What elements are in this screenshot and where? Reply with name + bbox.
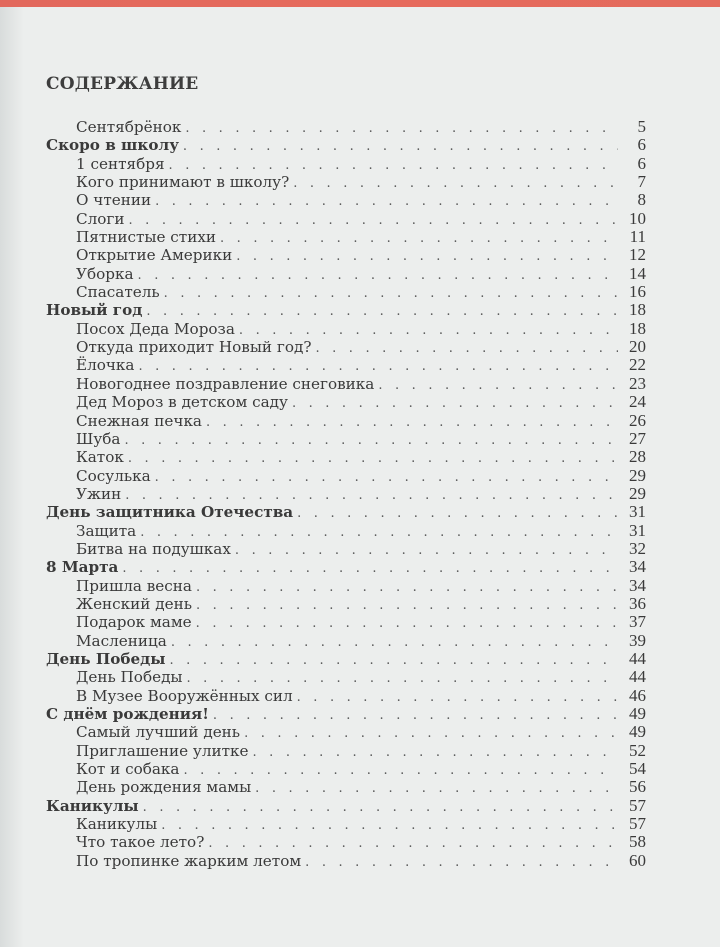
toc-label: Кого принимают в школу? bbox=[76, 173, 290, 192]
toc-entry[interactable] bbox=[46, 742, 646, 760]
toc-page-number: 34 bbox=[629, 557, 646, 577]
toc-page-number: 44 bbox=[629, 648, 646, 668]
toc-page-number: 22 bbox=[629, 355, 646, 375]
toc-label: 1 сентября bbox=[76, 154, 165, 173]
dot-leader bbox=[315, 340, 618, 358]
toc-entry[interactable] bbox=[46, 320, 646, 338]
toc-label: Каток bbox=[76, 448, 124, 467]
toc-label: Слоги bbox=[76, 209, 125, 228]
toc-page-number: 23 bbox=[629, 373, 646, 393]
toc-label: Уборка bbox=[76, 264, 134, 283]
toc-page-number: 31 bbox=[629, 502, 646, 522]
toc-label: Ужин bbox=[76, 484, 122, 503]
dot-leader bbox=[196, 579, 618, 597]
toc-entry[interactable] bbox=[46, 265, 646, 283]
toc-label: В Музее Вооружённых сил bbox=[76, 686, 293, 705]
toc-entry[interactable] bbox=[46, 393, 646, 411]
toc-page-number: 8 bbox=[637, 190, 646, 210]
toc-page-number: 60 bbox=[629, 850, 646, 870]
dot-leader bbox=[155, 193, 618, 211]
toc-section[interactable] bbox=[46, 503, 646, 521]
toc-page-number: 7 bbox=[637, 172, 646, 192]
toc-entry[interactable] bbox=[46, 613, 646, 631]
toc-label: Женский день bbox=[76, 594, 192, 613]
toc-label: О чтении bbox=[76, 191, 152, 210]
toc-entry[interactable] bbox=[46, 173, 646, 191]
toc-section[interactable] bbox=[46, 650, 646, 668]
dot-leader bbox=[138, 267, 618, 285]
toc-entry[interactable] bbox=[46, 760, 646, 778]
toc-page-number: 39 bbox=[629, 630, 646, 650]
toc-label: День Победы bbox=[76, 668, 183, 687]
toc-label: Кот и собака bbox=[76, 760, 180, 779]
toc-entry[interactable] bbox=[46, 210, 646, 228]
toc-label: Подарок маме bbox=[76, 613, 192, 632]
toc-label: Спасатель bbox=[76, 283, 160, 302]
toc-label: Пятнистые стихи bbox=[76, 228, 217, 247]
toc-label: Сосулька bbox=[76, 466, 151, 485]
toc-page-number: 32 bbox=[629, 538, 646, 558]
toc-page-number: 49 bbox=[629, 704, 646, 723]
toc-label: Битва на подушках bbox=[76, 539, 231, 558]
toc-page-number: 26 bbox=[629, 410, 646, 430]
toc-page-number: 49 bbox=[629, 722, 646, 742]
toc-page-number: 29 bbox=[629, 483, 646, 503]
dot-leader bbox=[124, 432, 618, 450]
dot-leader bbox=[305, 854, 618, 872]
toc-label: День Победы bbox=[46, 649, 166, 668]
toc-page-number: 10 bbox=[629, 208, 646, 228]
dot-leader bbox=[297, 505, 618, 523]
toc-entry[interactable] bbox=[46, 522, 646, 540]
dot-leader bbox=[143, 799, 618, 817]
toc-label: Снежная печка bbox=[76, 411, 202, 430]
toc-label: Новогоднее поздравление снеговика bbox=[76, 374, 375, 393]
toc-page-number: 20 bbox=[629, 337, 646, 357]
table-of-contents bbox=[46, 118, 646, 870]
toc-page-number: 44 bbox=[629, 667, 646, 687]
dot-leader bbox=[161, 817, 618, 835]
dot-leader bbox=[171, 634, 618, 652]
toc-page-number: 6 bbox=[637, 153, 646, 173]
toc-label: Что такое лето? bbox=[76, 833, 205, 852]
toc-entry[interactable] bbox=[46, 118, 646, 136]
toc-label: Каникулы bbox=[76, 815, 158, 834]
toc-entry[interactable] bbox=[46, 430, 646, 448]
toc-page-number: 57 bbox=[629, 814, 646, 834]
toc-entry[interactable] bbox=[46, 815, 646, 833]
toc-entry[interactable] bbox=[46, 852, 646, 870]
dot-leader bbox=[244, 725, 618, 743]
dot-leader bbox=[196, 597, 618, 615]
toc-entry[interactable] bbox=[46, 833, 646, 851]
toc-entry[interactable] bbox=[46, 632, 646, 650]
toc-section[interactable] bbox=[46, 136, 646, 154]
toc-label: 8 Марта bbox=[46, 558, 119, 577]
toc-entry[interactable] bbox=[46, 723, 646, 741]
page-gutter-shadow bbox=[0, 7, 24, 947]
toc-page-number: 5 bbox=[637, 117, 646, 136]
toc-section[interactable] bbox=[46, 558, 646, 576]
dot-leader bbox=[122, 560, 618, 578]
toc-page-number: 11 bbox=[629, 227, 646, 247]
page-title: СОДЕРЖАНИЕ bbox=[46, 74, 199, 94]
dot-leader bbox=[220, 230, 618, 248]
toc-label: Открытие Америки bbox=[76, 246, 233, 265]
toc-section[interactable] bbox=[46, 301, 646, 319]
toc-page-number: 52 bbox=[629, 740, 646, 760]
toc-label: Шуба bbox=[76, 429, 121, 448]
toc-page-number: 46 bbox=[629, 685, 646, 705]
toc-section[interactable] bbox=[46, 705, 646, 723]
toc-entry[interactable] bbox=[46, 540, 646, 558]
toc-page-number: 12 bbox=[629, 245, 646, 265]
dot-leader bbox=[128, 450, 618, 468]
toc-label: Посох Деда Мороза bbox=[76, 319, 235, 338]
toc-entry[interactable] bbox=[46, 577, 646, 595]
dot-leader bbox=[196, 615, 618, 633]
toc-entry[interactable] bbox=[46, 338, 646, 356]
dot-leader bbox=[164, 285, 618, 303]
dot-leader bbox=[185, 120, 618, 138]
dot-leader bbox=[206, 414, 618, 432]
dot-leader bbox=[297, 689, 618, 707]
toc-entry[interactable] bbox=[46, 191, 646, 209]
toc-entry[interactable] bbox=[46, 668, 646, 686]
dot-leader bbox=[293, 175, 618, 193]
toc-label: Скоро в школу bbox=[46, 136, 179, 155]
toc-label: Откуда приходит Новый год? bbox=[76, 338, 312, 357]
toc-entry[interactable] bbox=[46, 283, 646, 301]
toc-label: По тропинке жарким летом bbox=[76, 851, 302, 870]
toc-page-number: 54 bbox=[629, 759, 646, 779]
toc-entry[interactable] bbox=[46, 485, 646, 503]
toc-page-number: 57 bbox=[629, 795, 646, 815]
toc-entry[interactable] bbox=[46, 246, 646, 264]
toc-entry[interactable] bbox=[46, 412, 646, 430]
dot-leader bbox=[155, 469, 618, 487]
toc-page-number: 18 bbox=[629, 318, 646, 338]
toc-label: Новый год bbox=[46, 301, 143, 320]
dot-leader bbox=[183, 138, 618, 156]
dot-leader bbox=[292, 395, 618, 413]
toc-page-number: 36 bbox=[629, 593, 646, 613]
toc-label: Приглашение улитке bbox=[76, 741, 249, 760]
toc-label: С днём рождения! bbox=[46, 705, 209, 723]
dot-leader bbox=[170, 652, 619, 670]
toc-page-number: 16 bbox=[629, 282, 646, 302]
cover-edge-band bbox=[0, 0, 720, 7]
toc-label: Каникулы bbox=[46, 796, 139, 815]
toc-page-number: 14 bbox=[629, 263, 646, 283]
toc-label: Дед Мороз в детском саду bbox=[76, 393, 288, 412]
toc-section[interactable] bbox=[46, 797, 646, 815]
toc-page-number: 28 bbox=[629, 447, 646, 467]
toc-page-number: 58 bbox=[629, 832, 646, 852]
dot-leader bbox=[235, 542, 618, 560]
toc-page-number: 6 bbox=[637, 135, 646, 155]
toc-entry[interactable] bbox=[46, 448, 646, 466]
dot-leader bbox=[253, 744, 618, 762]
toc-page-number: 56 bbox=[629, 777, 646, 797]
toc-page-number: 18 bbox=[629, 300, 646, 320]
toc-label: День защитника Отечества bbox=[46, 503, 294, 522]
dot-leader bbox=[213, 707, 618, 725]
toc-page-number: 34 bbox=[629, 575, 646, 595]
dot-leader bbox=[378, 377, 618, 395]
toc-label: День рождения мамы bbox=[76, 778, 252, 797]
toc-label: Масленица bbox=[76, 631, 167, 650]
toc-entry[interactable] bbox=[46, 375, 646, 393]
toc-entry[interactable] bbox=[46, 595, 646, 613]
toc-label: Защита bbox=[76, 521, 137, 540]
toc-entry[interactable] bbox=[46, 778, 646, 796]
toc-entry[interactable] bbox=[46, 467, 646, 485]
toc-entry[interactable] bbox=[46, 687, 646, 705]
toc-page-number: 31 bbox=[629, 520, 646, 540]
toc-entry[interactable] bbox=[46, 228, 646, 246]
toc-page-number: 29 bbox=[629, 465, 646, 485]
toc-entry[interactable] bbox=[46, 155, 646, 173]
toc-page-number: 37 bbox=[629, 612, 646, 632]
toc-page-number: 24 bbox=[629, 392, 646, 412]
toc-entry[interactable] bbox=[46, 356, 646, 374]
toc-label: Сентябрёнок bbox=[76, 118, 182, 136]
dot-leader bbox=[236, 248, 618, 266]
dot-leader bbox=[255, 780, 618, 798]
toc-label: Пришла весна bbox=[76, 576, 192, 595]
toc-label: Самый лучший день bbox=[76, 723, 241, 742]
toc-label: Ёлочка bbox=[76, 356, 135, 375]
toc-page-number: 27 bbox=[629, 428, 646, 448]
